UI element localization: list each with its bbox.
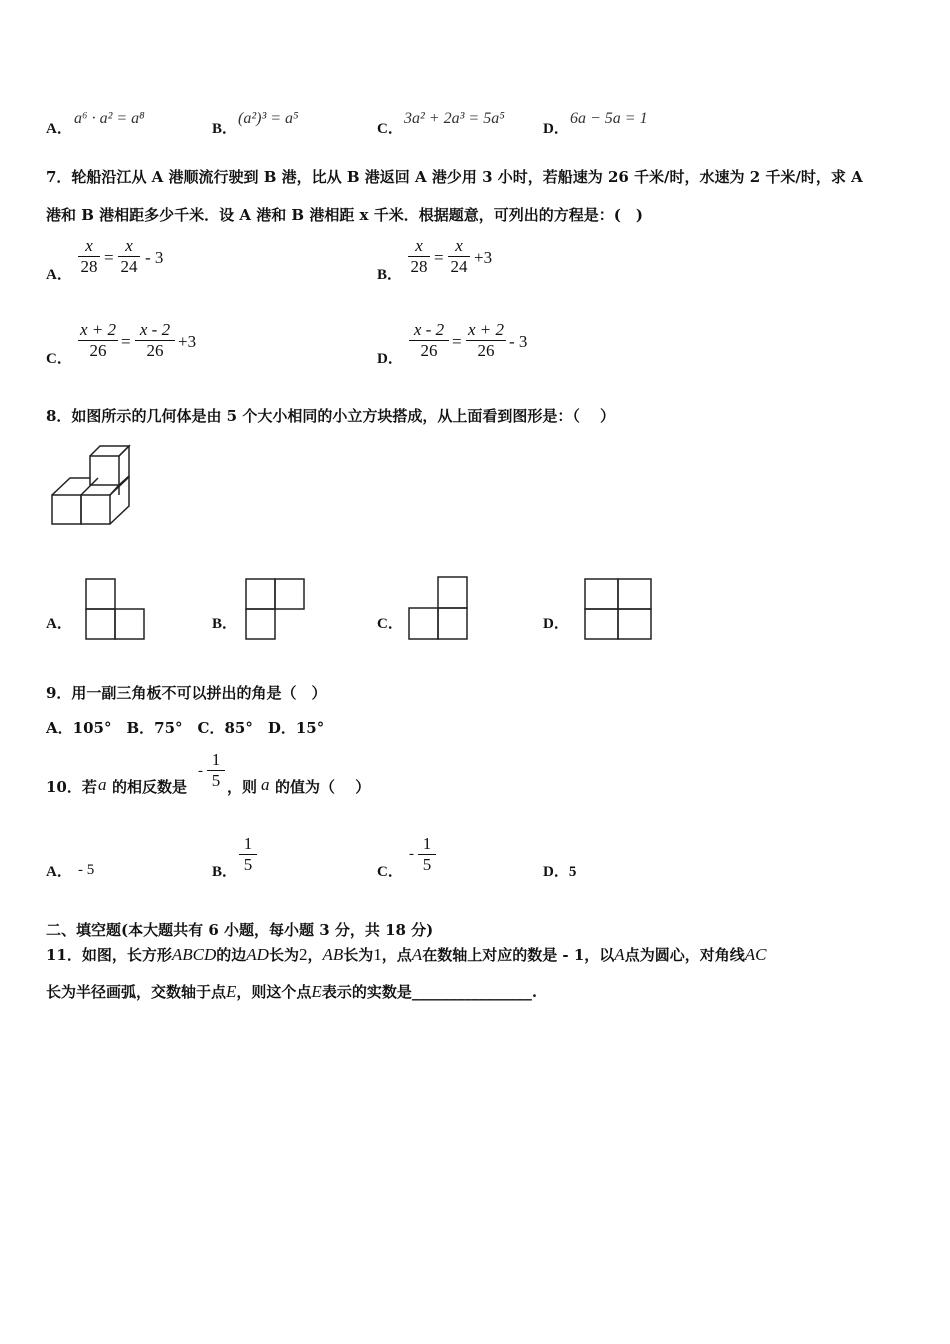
q11-m7: A <box>614 945 625 964</box>
q7-a-tail: - 3 <box>145 248 164 267</box>
q6-option-d-label: D． <box>543 121 569 137</box>
q7-c-num1: x + 2 <box>79 320 117 339</box>
q11-p8: 点为圆心，对角线 <box>624 946 745 964</box>
q7-b-tail: +3 <box>474 248 493 267</box>
q11-p1: 11．如图，长方形 <box>46 946 172 964</box>
q7-a-num2: x <box>125 236 133 255</box>
q7-option-c-label: C． <box>46 351 72 367</box>
q11-line2 <box>46 981 537 1002</box>
q10-suffix1: ，则 <box>227 778 258 796</box>
q11-m3: 2 <box>298 945 308 964</box>
q6-option-a-label: A． <box>46 121 72 137</box>
q10-option-c-den: 5 <box>422 855 432 874</box>
q7-c-tail: +3 <box>178 332 197 351</box>
q10-option-c-frac <box>418 834 436 875</box>
q8-option-b-label: B． <box>212 616 238 632</box>
q7-d-den1: 26 <box>420 341 438 360</box>
q7-c-num2: x - 2 <box>139 320 171 339</box>
q11-l2c: 表示的实数是 <box>321 983 412 1001</box>
q10-option-c-num: 1 <box>422 834 432 853</box>
q10-frac-num: 1 <box>211 750 221 769</box>
q7-text-line2: 港和 B 港相距多少千米．设 A 港和 B 港相距 x 千米．根据题意，可列出的方程是：( ) <box>46 206 643 224</box>
q7-c-eq: = <box>121 332 131 351</box>
q6-option-a-expr: a⁶ · a² = a⁸ <box>74 110 145 127</box>
q8-option-d-figure <box>584 578 654 642</box>
q10-option-c-neg: - <box>409 846 414 862</box>
q8-option-a-label: A． <box>46 616 72 632</box>
q7-option-d-label: D． <box>377 351 403 367</box>
q11-m6: A <box>411 945 423 964</box>
q10-neg: - <box>198 763 203 779</box>
q11-l2a: 长为半径画弧，交数轴于点 <box>46 983 227 1001</box>
q11-answer-blank[interactable]: ________________ <box>411 983 532 1001</box>
q7-a-den1: 28 <box>80 257 98 276</box>
q7-option-b-label: B． <box>377 267 403 283</box>
q10-prefix: 10．若 <box>46 778 97 796</box>
q7-b-den2: 24 <box>450 257 468 276</box>
q10-mid: 的相反数是 <box>112 778 188 796</box>
q10-var: a <box>98 775 107 794</box>
q11-m10: E <box>311 982 322 1001</box>
q10-frac-den: 5 <box>211 771 221 790</box>
q11-p5: 长为 <box>343 946 374 964</box>
q11-m9: E <box>226 982 237 1001</box>
q11-p3: 长为 <box>268 946 299 964</box>
q10-var2: a <box>261 775 270 794</box>
q11-end: . <box>531 983 538 1001</box>
q7-a-frac2 <box>118 236 140 277</box>
q7-a-frac1 <box>78 236 100 277</box>
q8-option-a-figure <box>85 578 147 642</box>
q11-p6: ，点 <box>381 946 412 964</box>
q7-d-num2: x + 2 <box>467 320 505 339</box>
q7-c-den2: 26 <box>146 341 164 360</box>
q11-p7: 在数轴上对应的数是 - 1，以 <box>422 946 615 964</box>
q8-option-d-label: D． <box>543 616 569 632</box>
q7-b-num1: x <box>415 236 423 255</box>
q6-option-d-expr: 6a − 5a = 1 <box>570 110 648 127</box>
q10-option-a-label: A． <box>46 864 72 880</box>
q10-option-c-label: C． <box>377 864 403 880</box>
q10-option-d: D．5 <box>543 864 577 880</box>
q6-option-c-expr: 3a² + 2a³ = 5a⁵ <box>404 110 505 127</box>
q10-suffix2: 的值为（ ） <box>275 778 371 796</box>
q11-line1 <box>46 944 766 965</box>
q7-b-eq: = <box>434 248 444 267</box>
q7-c-den1: 26 <box>89 341 107 360</box>
q7-d-num1: x - 2 <box>413 320 445 339</box>
q7-d-eq: = <box>452 332 462 351</box>
q7-option-a-label: A． <box>46 267 72 283</box>
q7-c-frac2 <box>135 320 175 361</box>
q11-m1: ABCD <box>171 945 217 964</box>
q11-l2b: ，则这个点 <box>236 983 312 1001</box>
q7-a-num1: x <box>85 236 93 255</box>
q7-d-den2: 26 <box>477 341 495 360</box>
q10-option-b-num: 1 <box>243 834 253 853</box>
q6-option-b-label: B． <box>212 121 238 137</box>
q7-text-line1: 7．轮船沿江从 A 港顺流行驶到 B 港，比从 B 港返回 A 港少用 3 小时，若船速为 26 千米/时，水速为 2 千米/时，求 A <box>46 168 863 186</box>
q9-options: A．105° B．75° C．85° D．15° <box>46 719 325 737</box>
q10-option-b-den: 5 <box>243 855 253 874</box>
q11-m8: AC <box>744 945 767 964</box>
q7-b-frac1 <box>408 236 430 277</box>
q8-option-c-label: C． <box>377 616 403 632</box>
q7-b-frac2 <box>448 236 470 277</box>
q7-d-frac1 <box>409 320 449 361</box>
q9-text: 9．用一副三角板不可以拼出的角是（ ） <box>46 684 327 702</box>
q7-a-eq: = <box>104 248 114 267</box>
q10-option-b-label: B． <box>212 864 238 880</box>
q8-cube-figure <box>48 440 138 530</box>
q11-m2: AD <box>246 945 269 964</box>
q7-d-tail: - 3 <box>509 332 528 351</box>
q6-option-b-expr: (a²)³ = a⁵ <box>238 110 299 127</box>
section2-title: 二、填空题(本大题共有 6 小题，每小题 3 分，共 18 分) <box>46 921 434 939</box>
q8-text: 8．如图所示的几何体是由 5 个大小相同的小立方块搭成，从上面看到图形是：（ ） <box>46 407 616 425</box>
q8-option-b-figure <box>245 578 307 642</box>
q7-c-frac1 <box>78 320 118 361</box>
q11-m5: 1 <box>373 945 382 964</box>
q6-option-c-label: C． <box>377 121 403 137</box>
q11-p2: 的边 <box>216 946 247 964</box>
q7-b-den1: 28 <box>410 257 428 276</box>
q10-frac <box>207 750 225 791</box>
q11-p4: ， <box>307 946 323 964</box>
q10-option-b-frac <box>239 834 257 875</box>
q10-option-a-value: - 5 <box>78 862 95 878</box>
q11-m4: AB <box>322 945 344 964</box>
q7-a-den2: 24 <box>120 257 138 276</box>
q7-b-num2: x <box>455 236 463 255</box>
q8-option-c-figure <box>408 576 470 642</box>
q7-d-frac2 <box>466 320 506 361</box>
